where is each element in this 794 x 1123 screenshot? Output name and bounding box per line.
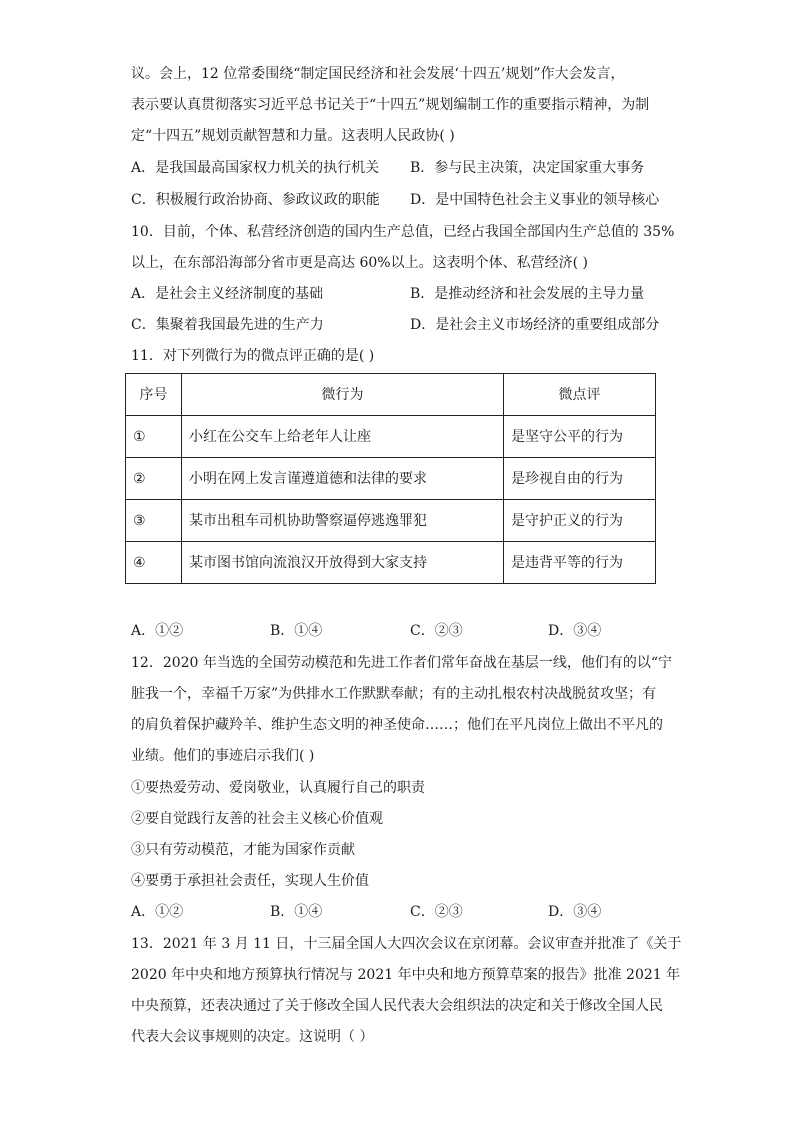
- q12-line-2: 脏我一个，幸福千万家”为供排水工作默默奉献；有的主动扎根农村决战脱贫攻坚；有: [131, 686, 657, 702]
- q13-line-4: 代表大会议事规则的决定。这说明（ ）: [131, 1029, 374, 1045]
- table-header-row: [126, 374, 656, 416]
- q9-line-2: 表示要认真贯彻落实习近平总书记关于“十四五”规划编制工作的重要指示精神，为制: [131, 97, 650, 113]
- row-number: ①: [126, 416, 182, 458]
- q11-option-d[interactable]: D．③④: [548, 623, 602, 639]
- row-behavior: 小明在网上发言谨遵道德和法律的要求: [182, 458, 504, 500]
- q12-line-4: 业绩。他们的事迹启示我们( ): [131, 748, 315, 764]
- q12-statement-2: ②要自觉践行友善的社会主义核心价值观: [131, 811, 383, 827]
- q12-statement-3: ③只有劳动模范，才能为国家作贡献: [131, 842, 355, 858]
- row-behavior: 某市图书馆向流浪汉开放得到大家支持: [182, 542, 504, 584]
- q10-option-d[interactable]: D．是社会主义市场经济的重要组成部分: [410, 317, 660, 333]
- q10-option-a[interactable]: A．是社会主义经济制度的基础: [131, 286, 324, 302]
- q11-option-a[interactable]: A．①②: [131, 623, 184, 639]
- q9-line-1: 议。会上，12 位常委围绕“制定国民经济和社会发展‘十四五’规划”作大会发言，: [131, 66, 625, 82]
- header-comment: 微点评: [504, 374, 656, 416]
- table-row: [126, 542, 656, 584]
- table-row: [126, 416, 656, 458]
- q12-option-c[interactable]: C．②③: [410, 904, 463, 920]
- q10-line-1: 10．目前，个体、私营经济创造的国内生产总值，已经占我国全部国内生产总值的 35%: [131, 224, 675, 240]
- row-comment: 是违背平等的行为: [504, 542, 656, 584]
- q10-option-c[interactable]: C．集聚着我国最先进的生产力: [131, 317, 324, 333]
- q9-option-a[interactable]: A．是我国最高国家权力机关的执行机关: [131, 160, 380, 176]
- q11-option-b[interactable]: B．①④: [270, 623, 323, 639]
- q12-statement-1: ①要热爱劳动、爱岗敬业，认真履行自己的职责: [131, 780, 425, 796]
- q9-line-3: 定“十四五”规划贡献智慧和力量。这表明人民政协( ): [131, 128, 455, 144]
- q11-option-c[interactable]: C．②③: [410, 623, 463, 639]
- row-number: ④: [126, 542, 182, 584]
- q12-statement-4: ④要勇于承担社会责任，实现人生价值: [131, 873, 369, 889]
- q13-line-3: 中央预算，还表决通过了关于修改全国人民代表大会组织法的决定和关于修改全国人民: [131, 998, 663, 1014]
- q12-line-3: 的肩负着保护藏羚羊、维护生态文明的神圣使命……；他们在平凡岗位上做出不平凡的: [131, 717, 663, 733]
- q12-option-a[interactable]: A．①②: [131, 904, 184, 920]
- q13-line-2: 2020 年中央和地方预算执行情况与 2021 年中央和地方预算草案的报告》批准 2021 年: [131, 967, 681, 983]
- table-row: [126, 500, 656, 542]
- q13-line-1: 13．2021 年 3 月 11 日，十三届全国人大四次会议在京闭幕。会议审查并批准了《关于: [131, 936, 682, 952]
- table-row: [126, 458, 656, 500]
- q12-option-d[interactable]: D．③④: [548, 904, 602, 920]
- q9-option-c[interactable]: C．积极履行政治协商、参政议政的职能: [131, 192, 380, 208]
- q10-option-b[interactable]: B．是推动经济和社会发展的主导力量: [410, 286, 645, 302]
- row-comment: 是守护正义的行为: [504, 500, 656, 542]
- q9-option-d[interactable]: D．是中国特色社会主义事业的领导核心: [410, 192, 660, 208]
- row-comment: 是坚守公平的行为: [504, 416, 656, 458]
- q12-option-b[interactable]: B．①④: [270, 904, 323, 920]
- q12-line-1: 12．2020 年当选的全国劳动模范和先进工作者们常年奋战在基层一线，他们有的以“宁: [131, 655, 673, 671]
- row-number: ③: [126, 500, 182, 542]
- q11-stem: 11．对下列微行为的微点评正确的是( ): [131, 348, 375, 364]
- row-behavior: 小红在公交车上给老年人让座: [182, 416, 504, 458]
- row-behavior: 某市出租车司机协助警察逼停逃逸罪犯: [182, 500, 504, 542]
- row-comment: 是珍视自由的行为: [504, 458, 656, 500]
- q9-option-b[interactable]: B．参与民主决策，决定国家重大事务: [410, 160, 645, 176]
- header-number: 序号: [126, 374, 182, 416]
- q11-table: [125, 373, 656, 584]
- row-number: ②: [126, 458, 182, 500]
- header-behavior: 微行为: [182, 374, 504, 416]
- q10-line-2: 以上，在东部沿海部分省市更是高达 60%以上。这表明个体、私营经济( ): [131, 255, 588, 271]
